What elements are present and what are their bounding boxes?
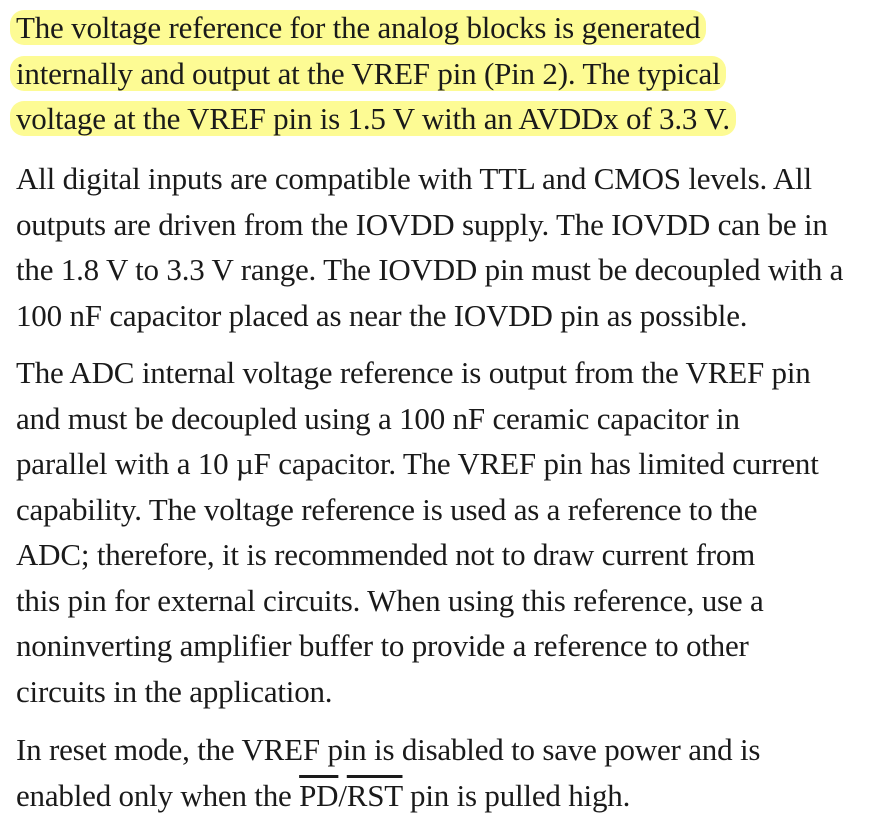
text-line: and must be decoupled using a 100 nF ceramic capacitor in — [16, 400, 740, 436]
text-line: All digital inputs are compatible with TTL and CMOS levels. All — [16, 161, 812, 196]
highlighted-text-line: voltage at the VREF pin is 1.5 V with an AVDDx of 3.3 V. — [10, 101, 736, 136]
text-line: noninverting amplifier buffer to provide a reference to other — [16, 628, 749, 663]
text-line: parallel with a 10 µF capacitor. The VREF pin has limited current — [16, 446, 819, 481]
text-line: capability. The voltage reference is used as a reference to the — [16, 491, 758, 527]
text-line-with-overlined-signal — [16, 773, 760, 819]
text-line: The ADC internal voltage reference is output from the VREF pin — [16, 355, 811, 390]
rst-signal-name-overlined: $\overline{RST}$ — [346, 777, 403, 813]
pd-signal-name-overlined: $\overline{PD}$ — [299, 777, 339, 813]
paragraph-voltage-reference-highlighted — [16, 5, 736, 142]
text-line: ADC; therefore, it is recommended not to draw current from — [16, 537, 756, 572]
text-line: 100 nF capacitor placed as near the IOVDD pin as possible. — [16, 297, 748, 333]
text-fragment: enabled only when the — [16, 777, 300, 813]
paragraph-adc-reference — [16, 350, 819, 714]
text-line: this pin for external circuits. When using this reference, use a — [16, 582, 764, 618]
text-line: outputs are driven from the IOVDD supply. The IOVDD can be in — [16, 206, 828, 242]
paragraph-reset-mode — [16, 727, 760, 818]
text-fragment: pin is pulled high. — [402, 777, 631, 813]
highlighted-text-line: internally and output at the VREF pin (Pin 2). The typical — [10, 56, 726, 91]
text-line: the 1.8 V to 3.3 V range. The IOVDD pin must be decoupled with a — [16, 252, 844, 287]
text-line: In reset mode, the VREF pin is disabled to save power and is — [16, 732, 761, 767]
signal-slash: / — [338, 777, 347, 813]
paragraph-digital-inputs — [16, 156, 843, 338]
text-line: circuits in the application. — [16, 673, 333, 709]
highlighted-text-line: The voltage reference for the analog blocks is generated — [10, 10, 706, 45]
